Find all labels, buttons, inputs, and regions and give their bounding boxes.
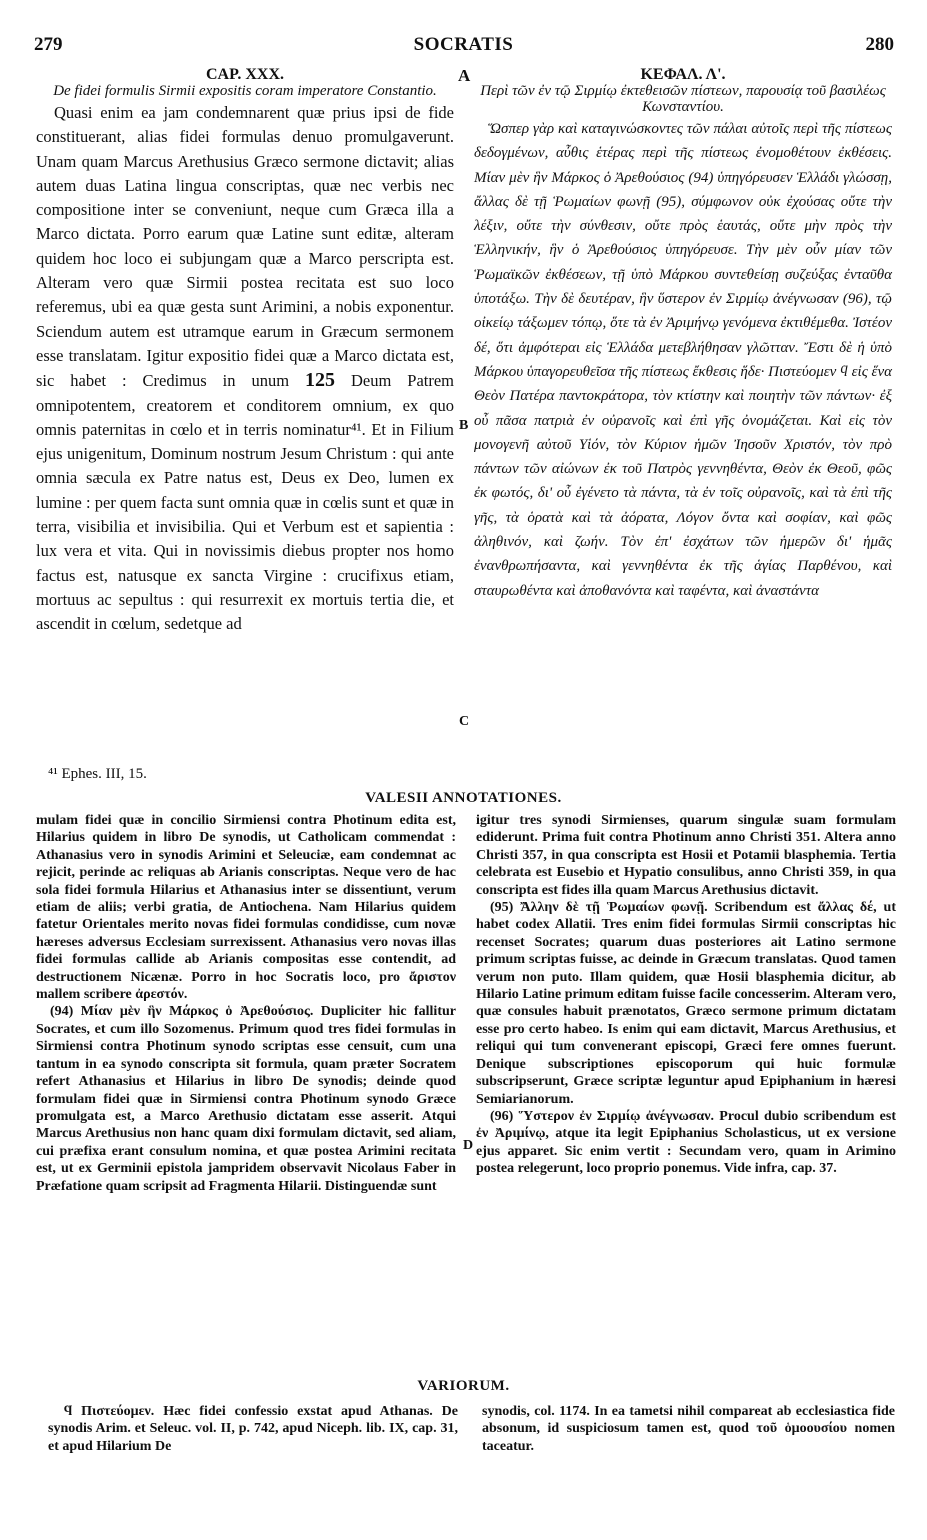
greek-chapter-subtitle: Περὶ τῶν ἐν τῷ Σιρμίῳ ἐκτεθεισῶν πίστεων, παρουσίᾳ τοῦ βασιλέως Κωνσταντίου. [480,83,886,115]
valesii-paragraph: mulam fidei quæ in concilio Sirmiensi contra Photinum edita est, Hilarius quidem in libro De synodis, ut Catholicam commendat : Athanasius vero in synodis Arimini et Seleuciæ, eam condemnat ac rejicit, perinde ac reliquas ab Arianis conscriptas. Neque vero de hac sola fidei formula Hilarius et Athanasius inter se dissentiunt, verum etiam de aliis; verbi gratia, de Antiochena. Nam Hilarius quidem fatetur Orientales merito novas fidei formulas condidisse, cum novæ hæreses adversus Ecclesiam surrexissent. Athanasius vero novas illas fidei formulas callide ab Arianis compositas esse contendit, ad destructionem Nicænæ. Porro in hoc Socratis loco, pro ἄριστον mallem scribere ἀρεστόν. [36,813,456,1003]
valesii-right-column [476,812,896,1178]
section-number: 125 [305,369,336,392]
greek-column [474,66,892,603]
latin-chapter-subtitle: De fidei formulis Sirmii expositis coram imperatore Constantio. [53,83,437,99]
valesii-paragraph: igitur tres synodi Sirmienses, quarum singulæ suam formulam ediderunt. Prima fuit contra Photinum anno Christi 351. Altera anno Christi 357, in qua conscripta est Hosii et Potamii blasphemia. Tertia celebrata est Eusebio et Hypatio consulibus, anno Christi 359, in qua conscripta est fides illa quam Marcus Arethusius dictavit. [476,813,896,898]
variorum-right-column: synodis, col. 1174. In ea tametsi nihil compareat ab ecclesiastica fide absonum, id suspiciosum tamen est, quod τοῦ ὁμοουσίου nomen taceatur. [482,1404,895,1454]
margin-letter-a: A [458,66,471,85]
latin-text-part-2: Deum Patrem omnipotentem, creatorem et conditorem omnium, ex quo omnis paternitas in cœlo et in terris nominatur⁴¹. Et in Filium ejus unigenitum, Dominum nostrum Jesum Christum : qui ante omnia sæcula ex Patre natus est, Deus ex Deo, lumen ex lumine : per quem facta sunt omnia quæ in cœlis sunt et quæ in terra, visibilia et invisibilia. Qui et Verbum est et sapientia : lux vera et vita. Qui in novissimis diebus propter nos homo factus est, natusque ex sancta Virgine : crucifixus etiam, mortuus ac sepultus : qui resurrexit ex mortuis tertia die, et ascendit in cœlum, sedetque ad [36,371,455,634]
variorum-heading: VARIORUM. [417,1378,510,1394]
valesii-heading: VALESII ANNOTATIONES. [365,790,562,806]
greek-body-text: Ὥσπερ γὰρ καὶ καταγινώσκοντες τῶν πάλαι αὐτοῖς περὶ τῆς πίστεως δεδογμένων, αὖθις ἑτέρας περὶ τῆς πίστεως ἐνομοθέτουν ἐκθέσεις. Μίαν μὲν ἣν Μάρκος ὁ Ἀρεθούσιος (94) ὑπηγόρευσεν Ἑλλάδι γλώσσῃ, ἄλλας δὲ τῇ Ῥωμαίων φωνῇ (95), σύμφωνον οὐκ ἐχούσας οὔτε τὴν λέξιν, οὔτε τὴν σύνθεσιν, οὔτε πρὸς ἑαυτάς, οὔτε μὴν πρὸς τὴν Ἑλληνικήν, ἣν ὁ Ἀρεθούσιος ὑπηγόρευσε. Τὴν μὲν οὖν μίαν τῶν Ῥωμαϊκῶν ἐκθέσεων, τῇ ὑπὸ Μάρκου συντεθείσῃ συζεύξας ἐνταῦθα ὑποτάξω. Τὴν δὲ δευτέραν, ἣν ὕστερον ἐν Σιρμίῳ ἀνέγνωσαν (96), τῷ οἰκείῳ τάξωμεν τόπῳ, ὅτε τὰ ἐν Ἀριμήνῳ γενόμενα ἐκτιθέμεθα. Ἰστέον δέ, ὅτι ἀμφότεραι εἰς Ἑλλάδα μετεβλήθησαν γλῶτταν. Ἔστι δὲ ἡ ὑπὸ Μάρκου ὑπαγορευθεῖσα τῆς πίστεως ἔκθεσις ἥδε· Πιστεύομεν ϥ εἰς ἕνα Θεὸν Πατέρα παντοκράτορα, τὸν κτίστην καὶ ποιητὴν τῶν πάντων· ἐξ οὗ πᾶσα πατριὰ ἐν οὐρανοῖς καὶ ἐπὶ γῆς ὀνομάζεται. Καὶ εἰς τὸν μονογενῆ αὐτοῦ Υἱόν, τὸν Κύριον ἡμῶν Ἰησοῦν Χριστόν, τὸν πρὸ πάντων τῶν αἰώνων ἐκ τοῦ Πατρὸς γεννηθέντα, Θεὸν ἐκ Θεοῦ, φῶς ἐκ φωτός, δι' οὗ ἐγένετο τὰ πάντα, τὰ ἐν τοῖς οὐρανοῖς, καὶ τὰ ἐπὶ τῆς γῆς, τὰ ὁρατὰ καὶ τὰ ἀόρατα, Λόγον ὄντα καὶ σοφίαν, καὶ φῶς ἀληθινόν, καὶ ζωήν. Τὸν ἐπ' ἐσχάτων τῶν ἡμερῶν δι' ἡμᾶς ἐνανθρωπήσαντα, καὶ γεννηθέντα ἐκ τῆς ἁγίας Παρθένου, καὶ σταυρωθέντα καὶ ἀποθανόντα καὶ ταφέντα, καὶ ἀναστάντα [474,121,892,599]
latin-chapter-heading: CAP. XXX. [205,66,285,83]
valesii-note-96: (96) Ὕστερον ἐν Σιρμίῳ ἀνέγνωσαν. Procul dubio scribendum est ἐν Ἀριμίνῳ, atque ita legit Epiphanius Scholasticus, ut ex versione ejus apparet. Sic enim vertit : Secundam vero, quam in Arimino postea relegerunt, loco proprio ponemus. Vide infra, cap. 37. [476,1108,896,1177]
margin-letter-b: B [459,418,469,433]
valesii-note-94: (94) Μίαν μὲν ἣν Μάρκος ὁ Ἀρεθούσιος. Dupliciter hic fallitur Socrates, et cum illo Sozomenus. Primum quod tres fidei formulas in Sirmiensi contra Photinum synodo scriptas esse censuit, cum una tantum in ea synodo conscripta sit formula, quam præter Socratem refert Athanasius et Hilarius in libro De synodis; deinde quod formulam fidei quæ in Sirmiensi contra Photinum synodo Græce promulgata est, a Marco Arethusio dictatam esse asserit. Atqui Marcus Arethusius non hanc quam dixi formulam dictavit, sed aliam, cui præfixa erant consulum nomina, et quæ postea Arimini recitata est, ut ex Germinii epistola jampridem observavit Nicolaus Faber in Præfatione quam scripsit ad Fragmenta Hilarii. Distinguendæ sunt [36,1004,456,1194]
valesii-left-column [36,812,456,1195]
variorum-left-column: ϥ Πιστεύομεν. Hæc fidei confessio exstat apud Athanas. De synodis Arim. et Seleuc. vol. II, p. 742, apud Niceph. lib. IX, cap. 31, et apud Hilarium De [48,1404,458,1454]
latin-text-part-1: Quasi enim ea jam condemnarent quæ prius ipsi de fide constituerant, alias fidei formulas denuo promulgaverunt. Unam quam Marcus Arethusius Græco sermone dictavit; alias autem duas Latina lingua conscriptas, quæ nec verbis nec compositione inter se conveniunt, neque cum Græca illa a Marco dictata. Porro earum quæ Latine sunt editæ, alteram quidem hoc loco ei subjungam quæ a Marco perscripta est. Alteram vero quæ Sirmii postea recitata est suo loco referemus, ubi ea quæ gesta sunt Arimini, a nobis exponentur. Sciendum autem est utramque earum in Græcum sermonem esse translatam. Igitur expositio fidei quæ a Marco dictata est, sic habet : Credimus in unum [36,103,454,391]
greek-chapter-heading: ΚΕΦΑΛ. Λ'. [640,66,726,83]
footnote: ⁴¹ Ephes. III, 15. [48,766,147,782]
margin-letter-c: C [459,714,470,729]
page-number-right: 280 [865,34,894,55]
latin-column [36,66,454,637]
valesii-note-95: (95) Ἄλλην δὲ τῇ Ῥωμαίων φωνῇ. Scribendum est ἄλλας δέ, ut habet codex Allatii. Tres enim fidei formulas Sirmii conscriptas hic recenset Socrates; quarum duas posteriores ait Latino sermone primum scriptas fuisse, ac deinde in Græcum translatas. Quod tamen verum non puto. Illam quidem, quæ Hosii blasphemia dicitur, ab Hilario Latine primum editam fuisse facile concesserim. Alteram vero, quæ consules habuit prænotatos, Græco sermone primum dictatam esse pro certo habeo. Is enim qui eam dictavit, Marcus Arethusius, et reliqui qui tum convenerant episcopi, Græci fere omnes fuerunt. Denique subscriptiones episcoporum qui huic formulæ subscripserunt, Græce scriptæ leguntur apud Epiphanium in hæresi Semiarianorum. [476,900,896,1107]
page-number-left: 279 [34,34,63,55]
margin-letter-d: D [463,1138,474,1153]
latin-body-text [36,101,454,637]
running-title: SOCRATIS [413,34,514,55]
